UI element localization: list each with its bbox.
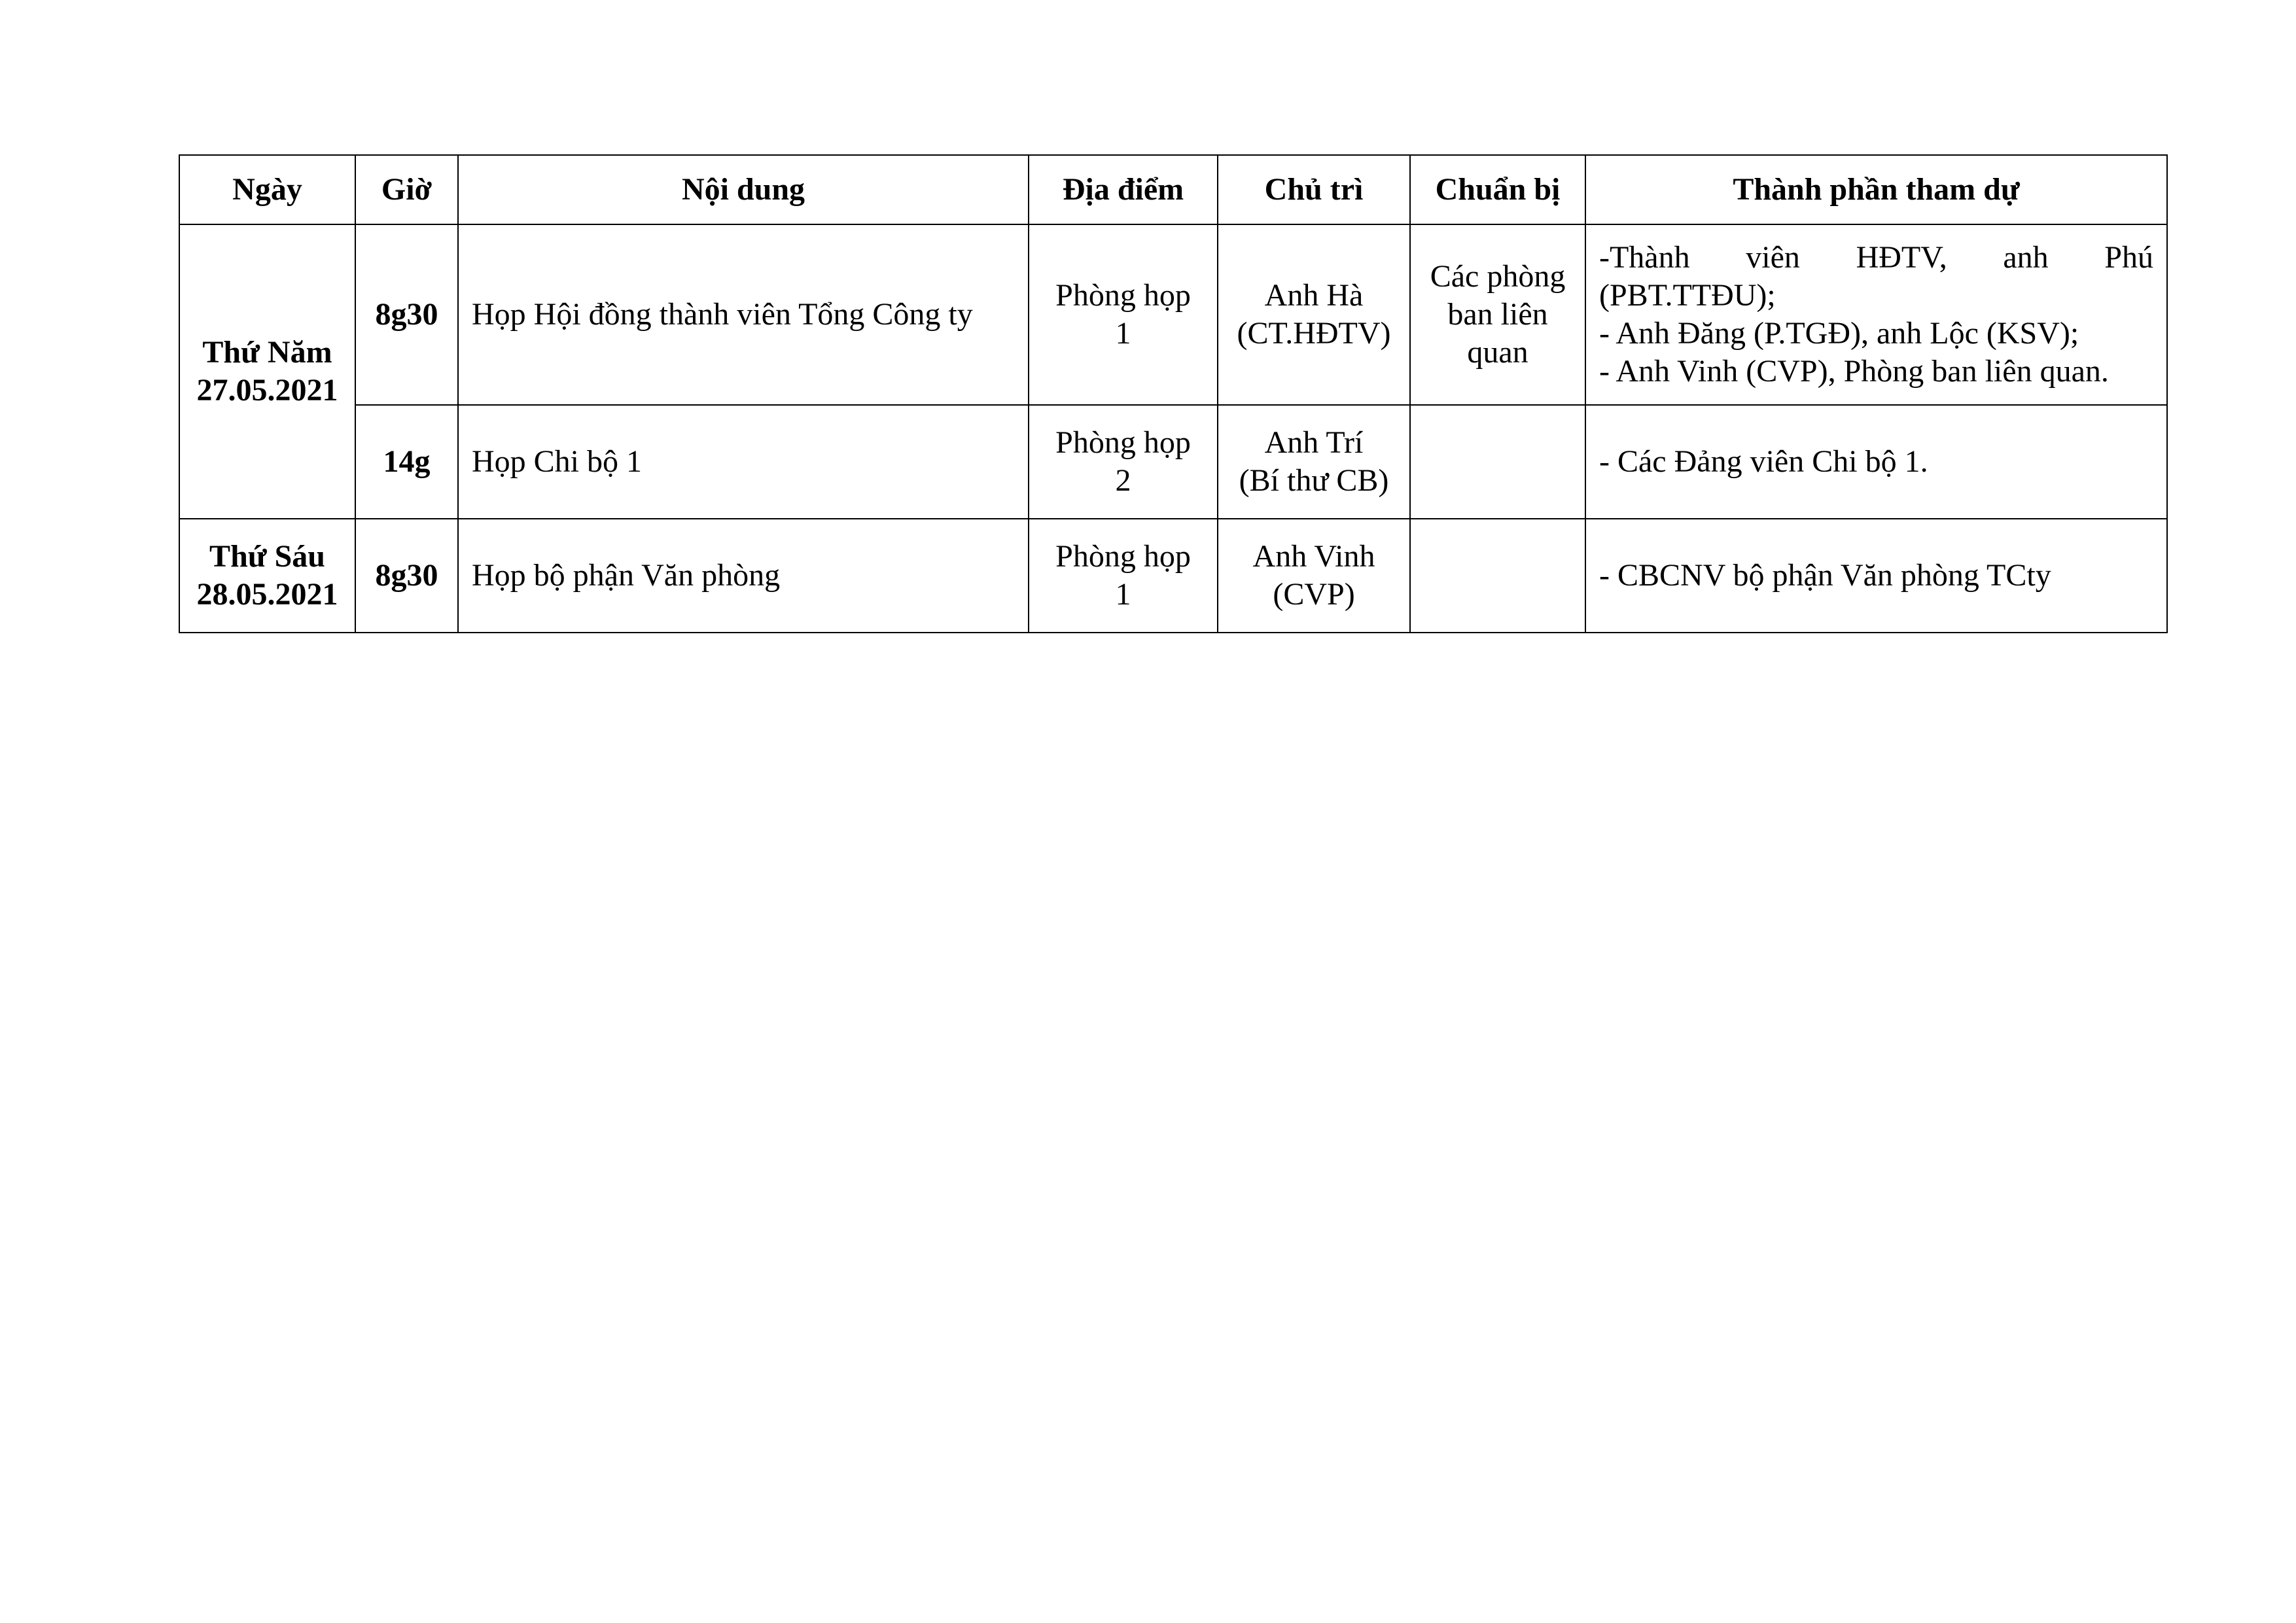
header-location: Địa điểm xyxy=(1029,155,1218,224)
attendee-line: - CBCNV bộ phận Văn phòng TCty xyxy=(1599,558,2051,593)
header-attendees: Thành phần tham dự xyxy=(1585,155,2167,224)
meeting-schedule-table xyxy=(179,154,2168,633)
header-preparation: Chuẩn bị xyxy=(1410,155,1585,224)
preparation-cell xyxy=(1410,405,1585,519)
day-date: 27.05.2021 xyxy=(196,373,338,408)
attendees-cell xyxy=(1585,224,2167,405)
day-name: Thứ Năm xyxy=(202,335,332,370)
day-name: Thứ Sáu xyxy=(209,539,325,574)
attendees-cell xyxy=(1585,405,2167,519)
attendee-line: - Anh Đăng (P.TGĐ), anh Lộc (KSV); xyxy=(1599,316,2079,351)
location-cell: Phòng họp 1 xyxy=(1029,519,1218,633)
attendee-line: - Các Đảng viên Chi bộ 1. xyxy=(1599,444,1928,479)
chair-cell: Anh Trí (Bí thư CB) xyxy=(1218,405,1410,519)
content-cell: Họp Chi bộ 1 xyxy=(458,405,1029,519)
attendee-line: -Thành viên HĐTV, anh Phú xyxy=(1599,240,2153,275)
time-cell: 8g30 xyxy=(355,224,458,405)
preparation-cell xyxy=(1410,519,1585,633)
attendees-cell xyxy=(1585,519,2167,633)
time-cell: 8g30 xyxy=(355,519,458,633)
chair-cell: Anh Hà (CT.HĐTV) xyxy=(1218,224,1410,405)
header-chair: Chủ trì xyxy=(1218,155,1410,224)
table-row xyxy=(179,519,2167,633)
location-cell: Phòng họp 2 xyxy=(1029,405,1218,519)
chair-cell: Anh Vinh (CVP) xyxy=(1218,519,1410,633)
day-cell xyxy=(179,224,355,519)
location-cell: Phòng họp 1 xyxy=(1029,224,1218,405)
preparation-cell: Các phòng ban liên quan xyxy=(1410,224,1585,405)
header-row xyxy=(179,155,2167,224)
table-row xyxy=(179,224,2167,405)
attendee-line: (PBT.TTĐU); xyxy=(1599,278,1776,313)
table-row xyxy=(179,405,2167,519)
header-date: Ngày xyxy=(179,155,355,224)
header-content: Nội dung xyxy=(458,155,1029,224)
time-cell: 14g xyxy=(355,405,458,519)
day-date: 28.05.2021 xyxy=(196,577,338,612)
day-cell xyxy=(179,519,355,633)
content-cell: Họp bộ phận Văn phòng xyxy=(458,519,1029,633)
attendee-line: - Anh Vinh (CVP), Phòng ban liên quan. xyxy=(1599,354,2109,389)
content-cell: Họp Hội đồng thành viên Tổng Công ty xyxy=(458,224,1029,405)
header-time: Giờ xyxy=(355,155,458,224)
